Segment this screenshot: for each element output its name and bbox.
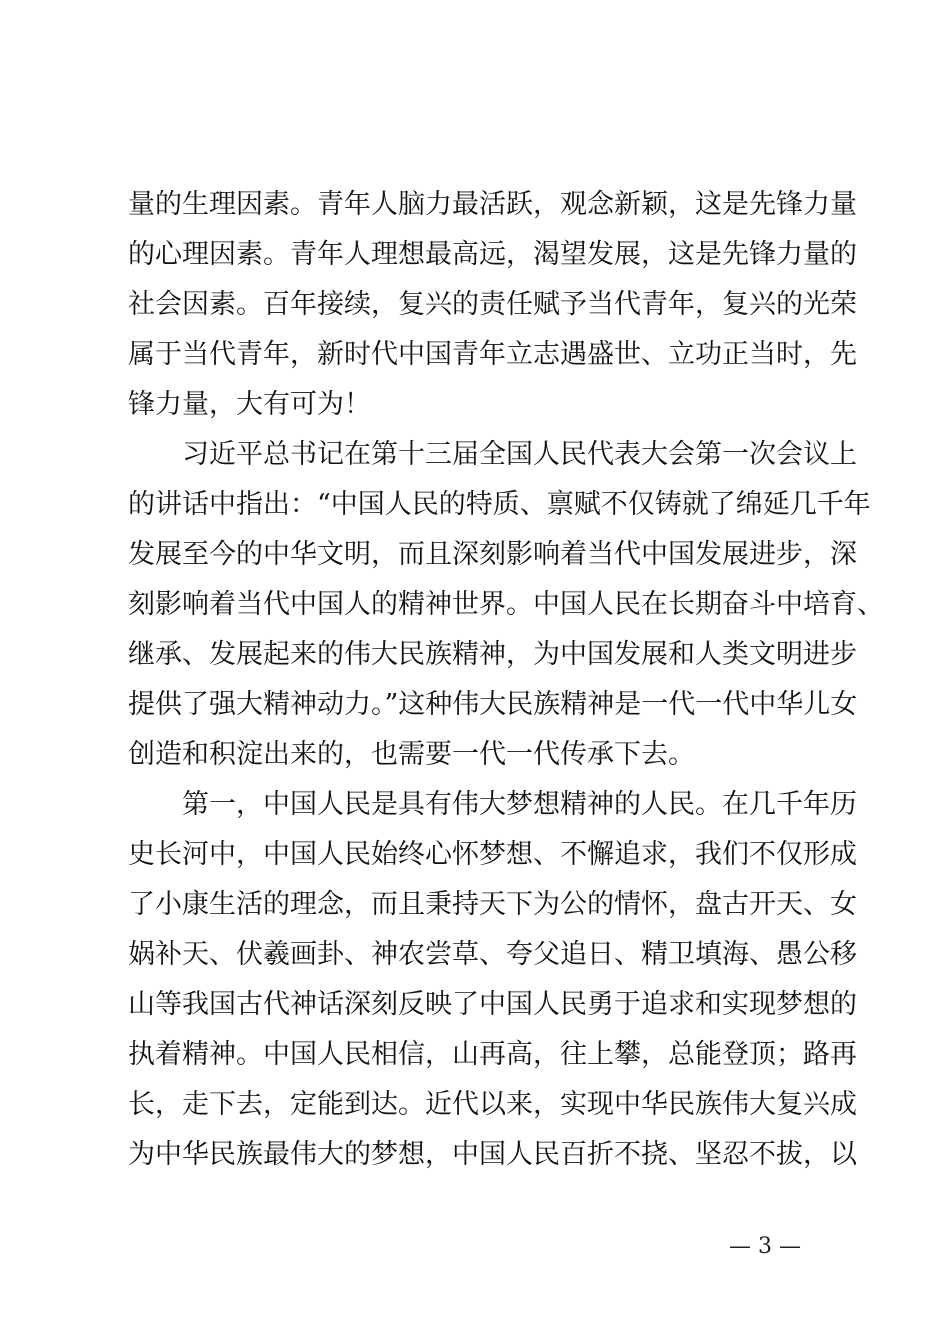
text-line: 为中华民族最伟大的梦想，中国人民百折不挠、坚忍不拔，以 — [128, 1139, 857, 1170]
text-line: 继承、发展起来的伟大民族精神，为中国发展和人类文明进步 — [128, 639, 857, 670]
text-line: 社会因素。百年接续，复兴的责任赋予当代青年，复兴的光荣 — [128, 289, 857, 320]
paragraph-1 — [128, 180, 857, 430]
text-line: 的心理因素。青年人理想最高远，渴望发展，这是先锋力量的 — [128, 239, 857, 270]
text-line: 发展至今的中华文明，而且深刻影响着当代中国发展进步，深 — [128, 539, 857, 570]
text-line: 的讲话中指出：“中国人民的特质、禀赋不仅铸就了绵延几千年 — [128, 489, 871, 520]
text-line: 长，走下去，定能到达。近代以来，实现中华民族伟大复兴成 — [128, 1089, 857, 1120]
text-line: 锋力量，大有可为！ — [128, 389, 371, 420]
text-line: 执着精神。中国人民相信，山再高，往上攀，总能登顶；路再 — [128, 1039, 857, 1070]
paragraph-2 — [128, 430, 884, 780]
text-line: 习近平总书记在第十三届全国人民代表大会第一次会议上 — [182, 439, 857, 470]
paragraph-3 — [128, 780, 857, 1180]
text-line: 提供了强大精神动力。”这种伟大民族精神是一代一代中华儿女 — [128, 689, 858, 720]
text-line: 属于当代青年，新时代中国青年立志遇盛世、立功正当时，先 — [128, 339, 857, 370]
text-line: 量的生理因素。青年人脑力最活跃，观念新颖，这是先锋力量 — [128, 189, 857, 220]
text-line: 娲补天、伏羲画卦、神农尝草、夸父追日、精卫填海、愚公移 — [128, 939, 857, 970]
page-body — [128, 180, 884, 1180]
page-number: — 3 — — [729, 1234, 801, 1259]
text-line: 第一，中国人民是具有伟大梦想精神的人民。在几千年历 — [182, 789, 857, 820]
text-line: 史长河中，中国人民始终心怀梦想、不懈追求，我们不仅形成 — [128, 839, 857, 870]
text-line: 创造和积淀出来的，也需要一代一代传承下去。 — [128, 739, 695, 770]
text-line: 山等我国古代神话深刻反映了中国人民勇于追求和实现梦想的 — [128, 989, 857, 1020]
text-line: 刻影响着当代中国人的精神世界。中国人民在长期奋斗中培育、 — [128, 589, 884, 620]
text-line: 了小康生活的理念，而且秉持天下为公的情怀，盘古开天、女 — [128, 889, 857, 920]
